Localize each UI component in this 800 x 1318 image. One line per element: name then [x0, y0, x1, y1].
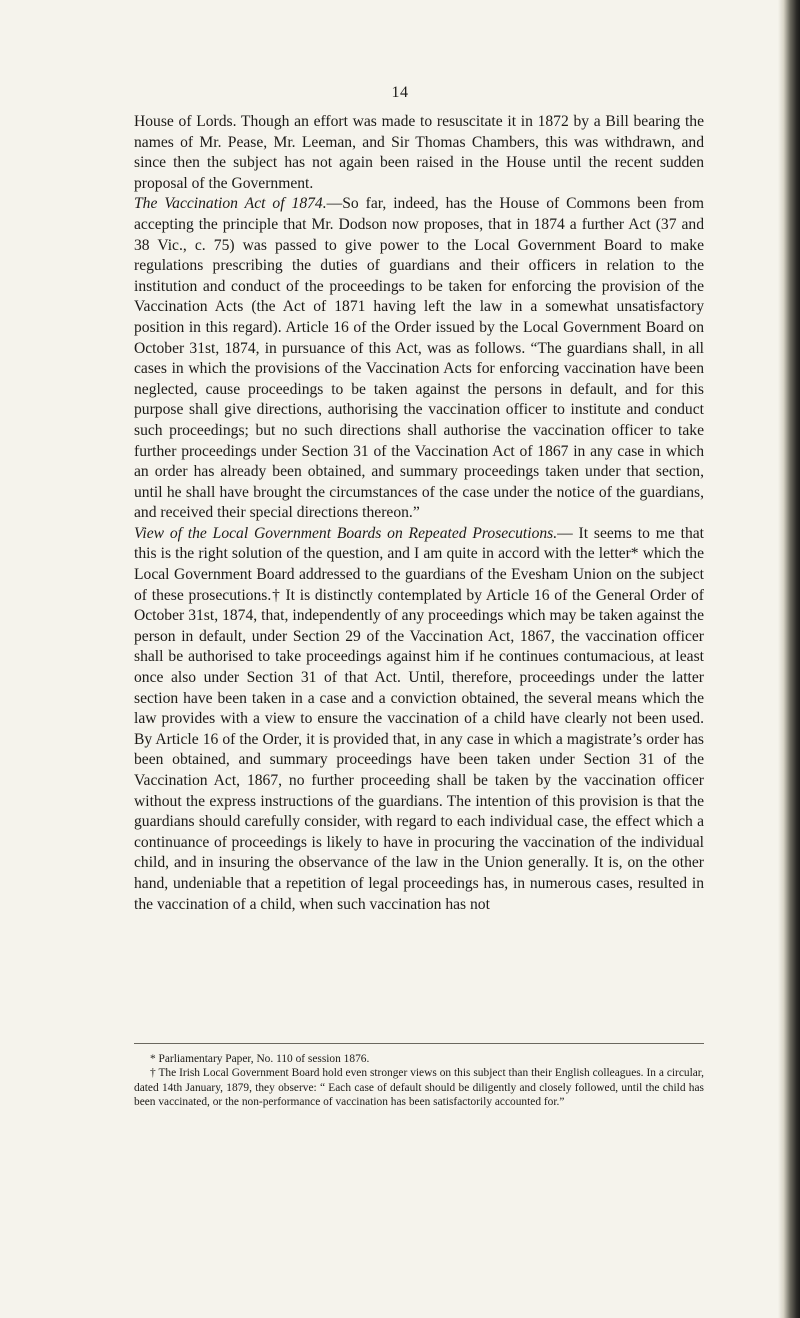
footnote-1: * Parliamentary Paper, No. 110 of session 1876.	[150, 1053, 370, 1065]
paragraph-2	[134, 194, 704, 524]
paragraph-2-heading: The Vaccination Act of 1874.	[134, 195, 327, 213]
footnote-rule	[134, 1043, 704, 1044]
paragraph-3	[134, 524, 704, 915]
paragraph-1-text: House of Lords. Though an effort was made to resuscitate it in 1872 by a Bill bearing the names of Mr. Pease, Mr. Leeman, and Sir Thomas Chambers, this was withdrawn, and since then the subject has not again been raised in the House until the recent sudden proposal of the Government.	[134, 113, 704, 192]
paragraph-3-text: — It seems to me that this is the right solution of the question, and I am quite in accord with the letter* which the Local Government Board addressed to the guardians of the Evesham Union on the subject of these prosecutions.† It is distinctly contemplated by Article 16 of the General Order of October 31st, 1874, that, independently of any proceedings which may be taken against the person in default, under Section 29 of the Vaccination Act, 1867, the vaccination officer shall be authorised to take proceedings against him if he continues contumacious, at least once also under Section 31 of that Act. Until, therefore, proceedings under the latter section have been taken in a case and a conviction obtained, the several means which the law provides with a view to ensure the vaccination of a child have clearly not been used. By Article 16 of the Order, it is provided that, in any case in which a magistrate’s order has been obtained, and summary proceedings have been taken under Section 31 of the Vaccination Act, 1867, no further proceeding shall be taken by the vaccination officer without the express instructions of the guardians. The intention of this provision is that the guardians should carefully consider, with regard to each individual case, the effect which a continuance of proceedings is likely to have in procuring the vaccination of the individual child, and in insuring the observance of the law in the Union generally. It is, on the other hand, undeniable that a repetition of legal proceedings has, in numerous cases, resulted in the vaccination of a child, when such vaccination has not	[134, 524, 704, 913]
page-number: 14	[391, 84, 409, 101]
paragraph-1	[134, 112, 704, 194]
footnote-2: † The Irish Local Government Board hold even stronger views on this subject than their English colleagues. In a circular, dated 14th January, 1879, they observe: “ Each case of default should be diligently and closely followed, until the child has been vaccinated, or the non-performance of vaccination has been satisfactorily accounted for.”	[134, 1067, 704, 1109]
body-text	[134, 112, 704, 915]
paragraph-2-text: —So far, indeed, has the House of Commons been from accepting the principle that Mr. Dodson now proposes, that in 1874 a further Act (37 and 38 Vic., c. 75) was passed to give power to the Local Government Board to make regulations prescribing the duties of guardians and their officers in relation to the institution and conduct of the proceedings to be taken for enforcing the provision of the Vaccination Acts (the Act of 1871 having left the law in a somewhat unsatisfactory position in this regard). Article 16 of the Order issued by the Local Government Board on October 31st, 1874, in pursuance of this Act, was as follows. “The guardians shall, in all cases in which the provisions of the Vaccination Acts for enforcing vaccination have been neglected, cause proceedings to be taken against the persons in default, and for this purpose shall give directions, authorising the vaccination officer to institute and conduct such proceedings; but no such directions shall authorise the vaccination officer to take further proceedings under Section 31 of the Vaccination Act of 1867 in any case in which an order has already been obtained, and summary proceedings taken under that section, until he shall have brought the circumstances of the case under the notice of the guardians, and received their special directions thereon.”	[134, 195, 704, 522]
page-edge-shadow	[778, 0, 800, 1318]
paragraph-3-heading: View of the Local Government Boards on Repeated Prosecutions.	[134, 524, 558, 542]
footnotes	[134, 1052, 704, 1110]
